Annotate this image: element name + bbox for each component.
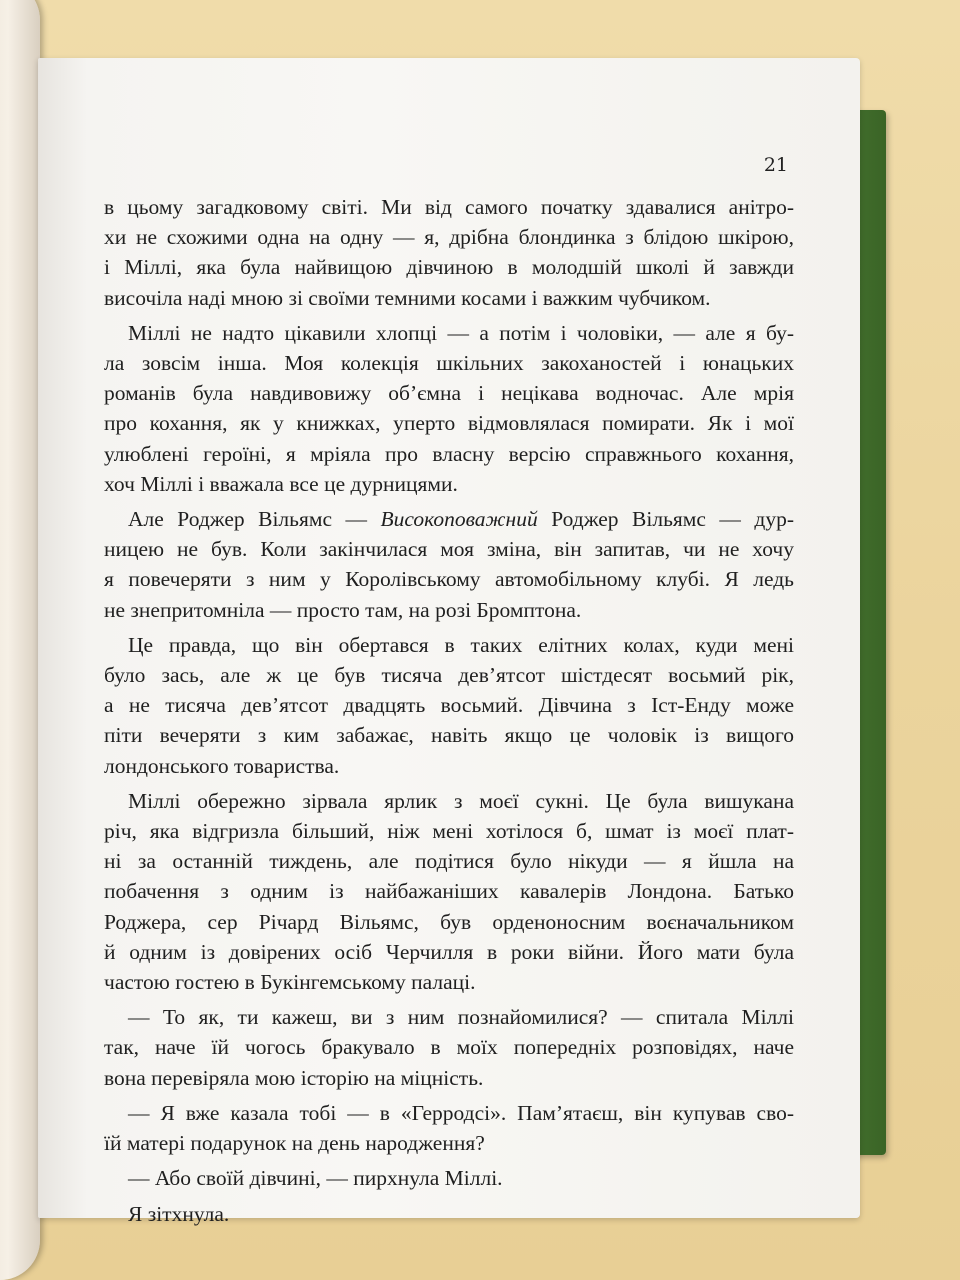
text-line: їй матері подарунок на день народження? [104, 1131, 485, 1156]
book-page [38, 58, 860, 1226]
text-line: а не тисяча дев’ятсот двадцять восьмий. Дівчина з Іст-Енду може [104, 693, 794, 718]
text-line: річ, яка відгризла більший, ніж мені хотілося б, шмат із моєї плат- [104, 819, 794, 844]
text-line: в цьому загадковому світі. Ми від самого початку здавалися анітро- [104, 195, 794, 219]
text-line: Міллі не надто цікавили хлопці — а потім і чоловіки, — але я бу- [128, 320, 794, 345]
text-line: про кохання, як у книжках, уперто відмовлялася помирати. Як і мої [104, 411, 794, 436]
text-line: я повечеряти з ним у Королівському автомобільному клубі. Я ледь [104, 567, 794, 592]
text-line: не знепритомніла — просто там, на розі Бромптона. [104, 597, 582, 622]
text-line: побачення з одним із найбажаніших кавалерів Лондона. Батько [104, 879, 794, 904]
text-line: ні за останній тиждень, але подітися було нікуди — я йшла на [104, 849, 794, 874]
paragraph [104, 1002, 794, 1093]
text-line: так, наче їй чогось бракувало в моїх попередніх розповідях, наче [104, 1035, 794, 1060]
text-line: Це правда, що він обертався в таких елітних колах, куди мені [128, 632, 794, 657]
text-line: ницею не був. Коли закінчилася моя зміна, він запитав, чи не хочу [104, 537, 794, 562]
text-run: Роджер Вільямс — дур- [537, 507, 794, 532]
paragraph [104, 1163, 794, 1193]
text-line [104, 504, 794, 534]
paragraph [104, 192, 794, 313]
text-line: вона перевіряла мою історію на міцність. [104, 1065, 484, 1090]
text-line: улюблені героїні, я мріяла про власну версію справжнього кохання, [104, 441, 794, 466]
text-line: ла зовсім інша. Моя колекція шкільних закоханостей і юнацьких [104, 351, 794, 376]
page-number: 21 [763, 154, 788, 176]
paragraph [104, 504, 794, 625]
text-line: Я зітхнула. [128, 1201, 230, 1226]
text-line: височіла наді мною зі своїми темними косами і важким чубчиком. [104, 285, 711, 310]
text-line: хи не схожими одна на одну — я, дрібна блондинка з блідою шкірою, [104, 225, 794, 250]
body-text [104, 192, 794, 1234]
text-line: й одним із довірених осіб Черчилля в роки війни. Його мати була [104, 939, 794, 964]
text-line: лондонського товариства. [104, 753, 340, 778]
italic-run: Високоповажний [380, 507, 538, 532]
text-line: Міллі обережно зірвала ярлик з моєї сукні. Це була вишукана [128, 788, 794, 813]
text-line: — То як, ти кажеш, ви з ним познайомилися? — спитала Міллі [128, 1005, 794, 1030]
paragraph [104, 1199, 794, 1229]
facing-page-edge [0, 0, 40, 1280]
text-line: частою гостею в Букінгемському палаці. [104, 970, 476, 995]
text-line: і Міллі, яка була найвищою дівчиною в молодшій школі й завжди [104, 255, 794, 280]
text-line: романів була навдивовижу об’ємна і нецікава водночас. Але мрія [104, 381, 794, 406]
text-line: — Або своїй дівчині, — пирхнула Міллі. [128, 1166, 503, 1191]
paragraph [104, 786, 794, 997]
text-line: хоч Міллі і вважала все це дурницями. [104, 471, 458, 496]
text-line: Роджера, сер Річард Вільямс, був орденоносним воєначальником [104, 909, 794, 934]
text-run: Але Роджер Вільямс — [128, 507, 381, 532]
paragraph [104, 318, 794, 499]
paragraph [104, 1098, 794, 1158]
text-line: — Я вже казала тобі — в «Герродсі». Пам’ятаєш, він купував сво- [128, 1100, 794, 1125]
paragraph [104, 630, 794, 781]
text-line: було зась, але ж це був тисяча дев’ятсот шістдесят восьмий рік, [104, 663, 794, 688]
text-line: піти вечеряти з ким забажає, навіть якщо це чоловік із вищого [104, 723, 794, 748]
